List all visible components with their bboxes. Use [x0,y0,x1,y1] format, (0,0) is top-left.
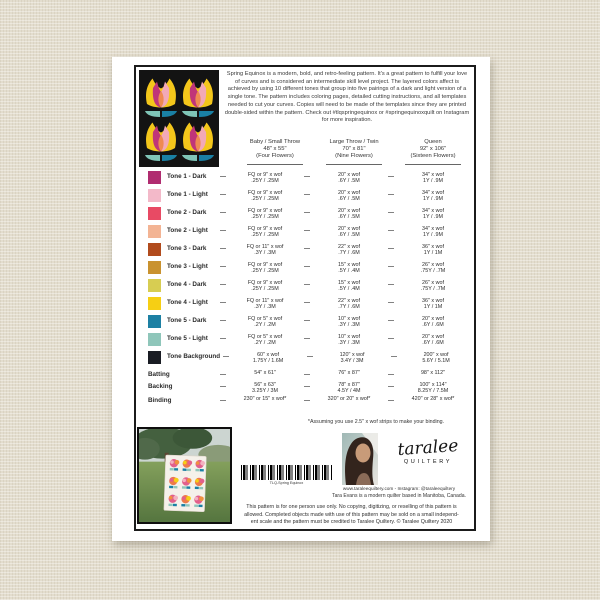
barcode-label: TLQ-Spring Equinox [269,481,304,485]
row-label: Tone 1 - Dark [167,172,207,180]
content-frame [134,65,476,531]
cell: 78" x 87" 4.5Y / 4M [337,381,361,395]
logo-script-text: taralee [396,435,459,461]
leader-line [220,386,226,387]
cell: 36" x wof 1Y / 1M [422,297,444,311]
leader-line [220,374,226,375]
cell: 98" x 112" [420,369,446,376]
cell: 20" x wof .6Y / .5M [338,207,360,221]
row-label: Batting [148,370,170,378]
cell: 22" x wof .7Y / .6M [338,243,360,257]
barcode [238,465,335,485]
leader-line [220,284,226,285]
cell: 120" x wof 3.4Y / 3M [339,351,365,365]
tone-swatch [148,207,161,220]
leader-line [220,400,226,401]
cell: 54" x 61" [254,369,276,376]
leader-line [220,176,226,177]
binding-footnote: *Assuming you use 2.5" x wof strips to make your binding. [307,419,445,425]
table-row [146,190,469,208]
fabric-requirements-table [146,139,469,408]
cell: 22" x wof .7Y / .6M [338,297,360,311]
cell: 60" x wof 1.75Y / 1.6M [252,351,284,365]
row-label: Tone 5 - Dark [167,316,207,324]
table-row [146,226,469,244]
headshot-art [342,433,378,485]
cell: 34" x wof 1Y / .9M [422,189,444,203]
cell: 20" x wof .6Y / .5M [338,225,360,239]
cell: 15" x wof .5Y / .4M [338,261,360,275]
tone-swatch [148,225,161,238]
table-row [146,298,469,316]
designer-headshot [342,433,378,485]
cell: FQ or 9" x wof .25Y / .25M [247,207,283,221]
cell: 26" x wof .75Y / .7M [420,279,446,293]
leader-line [220,212,226,213]
cell: 15" x wof .5Y / .4M [338,279,360,293]
website-line: www.taraleequiltery.com - Instagram: @taraleequiltery [342,486,456,491]
logo-sub-text: QUILTERY [403,459,453,465]
tone-swatch [148,333,161,346]
leader-line [220,248,226,249]
cell: 34" x wof 1Y / .9M [422,207,444,221]
table-row [146,382,469,396]
table-row [146,334,469,352]
tone-swatch [148,279,161,292]
contact-lines [326,486,472,500]
cell: 100" x 114" 8.25Y / 7.5M [417,381,449,395]
row-label: Tone 4 - Light [167,298,208,306]
row-label: Tone 2 - Light [167,226,208,234]
cell: FQ or 11" x wof .3Y / .3M [246,297,284,311]
leader-line [220,320,226,321]
cell: 34" x wof 1Y / .9M [422,171,444,185]
leader-line [223,356,229,357]
row-label: Tone 2 - Dark [167,208,207,216]
row-label: Tone 4 - Dark [167,280,207,288]
leader-line [220,194,226,195]
column-header-twin: Large Throw / Twin 70" x 81" (Nine Flowers) [318,139,390,165]
row-label: Backing [148,382,173,390]
bio-line: Tara Evans is a modern quilter based in Manitoba, Canada. [332,492,466,499]
table-row [146,370,469,382]
cell: FQ or 9" x wof .25Y / .25M [247,261,283,275]
table-row [146,262,469,280]
row-label: Tone 3 - Dark [167,244,207,252]
intro-paragraph: Spring Equinox is a modern, bold, and retro-feeling pattern. It's a great pattern to fulfill your love of curves and is considered an intermediate skill level project. The layered colors affect is achieved by using 10 different tones that group into five pairings of a dark and light version of a single tone. The pattern includes coloring pages, detailed cutting instructions, and all templates needed to cut your curves. Copies will need to be made of the templates since they are printed double-sided within the pattern. Check out #tlqspringequinox or #springequinoxquilt on Instagram for more inspiration. [224,71,470,124]
pattern-back-page [112,57,490,541]
disclaimer-line: ent scale and the pattern must be credited to Taralee Quiltery. © Taralee Quiltery 2020 [250,519,453,526]
copyright-disclaimer [232,504,471,527]
table-row [146,208,469,226]
tone-swatch [148,171,161,184]
cell: 230" or 15" x wof* [243,395,287,402]
cell: FQ or 9" x wof .25Y / .25M [247,189,283,203]
table-row [146,352,469,370]
cell: FQ or 5" x wof .2Y / .2M [247,315,283,329]
row-label: Tone 3 - Light [167,262,208,270]
tone-swatch [148,261,161,274]
table-row [146,172,469,190]
tone-swatch [148,315,161,328]
cell: 36" x wof 1Y / 1M [422,243,444,257]
table-row [146,244,469,262]
cell: 10" x wof .3Y / .3M [338,333,360,347]
taralee-quiltery-logo [384,435,472,465]
column-header-baby: Baby / Small Throw 48" x 55" (Four Flowers) [239,139,311,165]
outdoor-scene-art [139,429,230,522]
cell: 420" or 28" x wof* [411,395,455,402]
table-header-row [146,139,469,165]
cell: 10" x wof .3Y / .3M [338,315,360,329]
cell: 20" x wof .6Y / .6M [422,315,444,329]
cell: 56" x 63" 3.25Y / 3M [252,381,278,395]
barcode-bars [241,465,332,480]
table-row [146,316,469,334]
tone-swatch [148,297,161,310]
cell: 26" x wof .75Y / .7M [420,261,446,275]
row-label: Binding [148,396,172,404]
row-label: Tone 5 - Light [167,334,208,342]
cell: 34" x wof 1Y / .9M [422,225,444,239]
table-row [146,396,469,408]
cell: 76" x 87" [338,369,360,376]
cell: 200" x wof 5.6Y / 5.1M [422,351,450,365]
cell: FQ or 9" x wof .25Y / .25M [247,279,283,293]
leader-line [220,230,226,231]
cell: 320" or 20" x wof* [327,395,371,402]
cell: FQ or 5" x wof .2Y / .2M [247,333,283,347]
cell: FQ or 9" x wof .25Y / .25M [247,225,283,239]
row-label: Tone 1 - Light [167,190,208,198]
cell: FQ or 9" x wof .25Y / .25M [247,171,283,185]
disclaimer-line: allowed. Completed objects made with use of this pattern may be sold on a small independ- [244,511,459,518]
column-header-queen: Queen 92" x 106" (Sixteen Flowers) [397,139,469,165]
leader-line [220,302,226,303]
cell: 20" x wof .6Y / .6M [422,333,444,347]
tone-swatch [148,189,161,202]
cell: FQ or 11" x wof .3Y / .3M [246,243,284,257]
cell: 20" x wof .6Y / .5M [338,189,360,203]
table-row [146,280,469,298]
cell: 20" x wof .6Y / .5M [338,171,360,185]
tone-swatch [148,243,161,256]
leader-line [220,266,226,267]
leader-line [220,338,226,339]
row-label: Tone Background [167,352,221,360]
disclaimer-line: This pattern is for one person use only. No copying, digitizing, or reselling of this pattern is [246,504,457,510]
tone-swatch [148,351,161,364]
quilt-outdoor-photo [137,427,232,524]
